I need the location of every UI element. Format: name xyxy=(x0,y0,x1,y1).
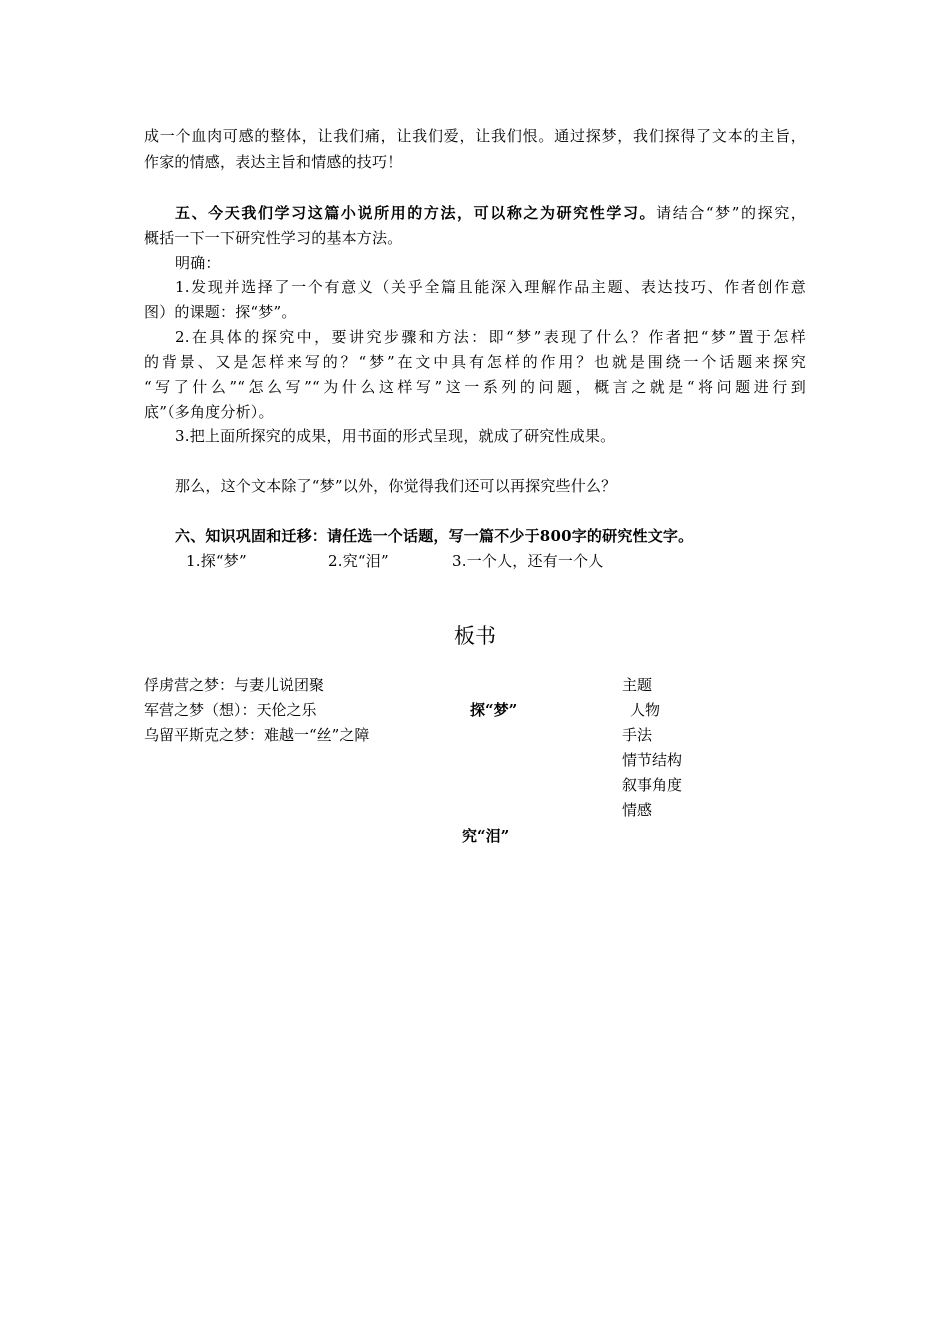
blackboard-left-2: 军营之梦（想）：天伦之乐 xyxy=(144,701,317,719)
blackboard-right-4: 情节结构 xyxy=(622,751,683,769)
item2-line-1: 2.在具体的探究中，要讲究步骤和方法：即“梦”表现了什么？作者把“梦”置于怎样 xyxy=(175,328,806,346)
item1-line-1: 1.发现并选择了一个有意义（关乎全篇且能深入理解作品主题、表达技巧、作者创作意 xyxy=(175,278,806,296)
item2-line-3: “写了什么”“怎么写”“为什么这样写”这一系列的问题，概言之就是“将问题进行到 xyxy=(144,378,806,396)
item1-line-2: 图）的课题：探“梦”。 xyxy=(144,303,297,321)
blackboard-left-3: 乌留平斯克之梦：难越一“丝”之障 xyxy=(144,726,370,744)
section6-heading: 六、知识巩固和迁移：请任选一个话题，写一篇不少于800字的研究性文字。 xyxy=(175,527,694,545)
blackboard-right-1: 主题 xyxy=(622,676,653,694)
blackboard-bottom-topic: 究“泪” xyxy=(462,827,510,845)
question-line: 那么，这个文本除了“梦”以外，你觉得我们还可以再探究些什么？ xyxy=(175,477,617,495)
topic-1: 1.探“梦” xyxy=(186,552,247,570)
topic-3: 3.一个人，还有一个人 xyxy=(452,552,604,570)
section5-heading-rest: 请结合“梦”的探究， xyxy=(656,204,806,222)
blackboard-left-1: 俘虏营之梦：与妻儿说团聚 xyxy=(144,676,325,694)
blackboard-right-2: 人物 xyxy=(630,701,661,719)
blackboard-title: 板书 xyxy=(454,624,496,648)
blackboard-right-5: 叙事角度 xyxy=(622,776,683,794)
blackboard-center-topic: 探“梦” xyxy=(470,701,518,719)
item2-line-4: 底”（多角度分析）。 xyxy=(144,403,274,421)
section5-heading-bold: 五、今天我们学习这篇小说所用的方法，可以称之为研究性学习。 xyxy=(175,204,657,222)
blackboard-right-3: 手法 xyxy=(622,726,653,744)
item3-line: 3.把上面所探究的成果，用书面的形式呈现，就成了研究性成果。 xyxy=(175,427,616,445)
paragraph-end-line-1: 成一个血肉可感的整体，让我们痛，让我们爱，让我们恨。通过探梦，我们探得了文本的主旨， xyxy=(144,127,806,145)
item2-line-2: 的背景、又是怎样来写的？“梦”在文中具有怎样的作用？也就是围绕一个话题来探究 xyxy=(144,353,806,371)
paragraph-end-line-2: 作家的情感，表达主旨和情感的技巧！ xyxy=(144,153,403,171)
section5-heading xyxy=(175,203,806,223)
blackboard-right-6: 情感 xyxy=(622,801,653,819)
topic-2: 2.究“泪” xyxy=(328,552,389,570)
clarify-label: 明确： xyxy=(175,254,221,272)
section5-heading-line-2: 概括一下一下研究性学习的基本方法。 xyxy=(144,229,403,247)
